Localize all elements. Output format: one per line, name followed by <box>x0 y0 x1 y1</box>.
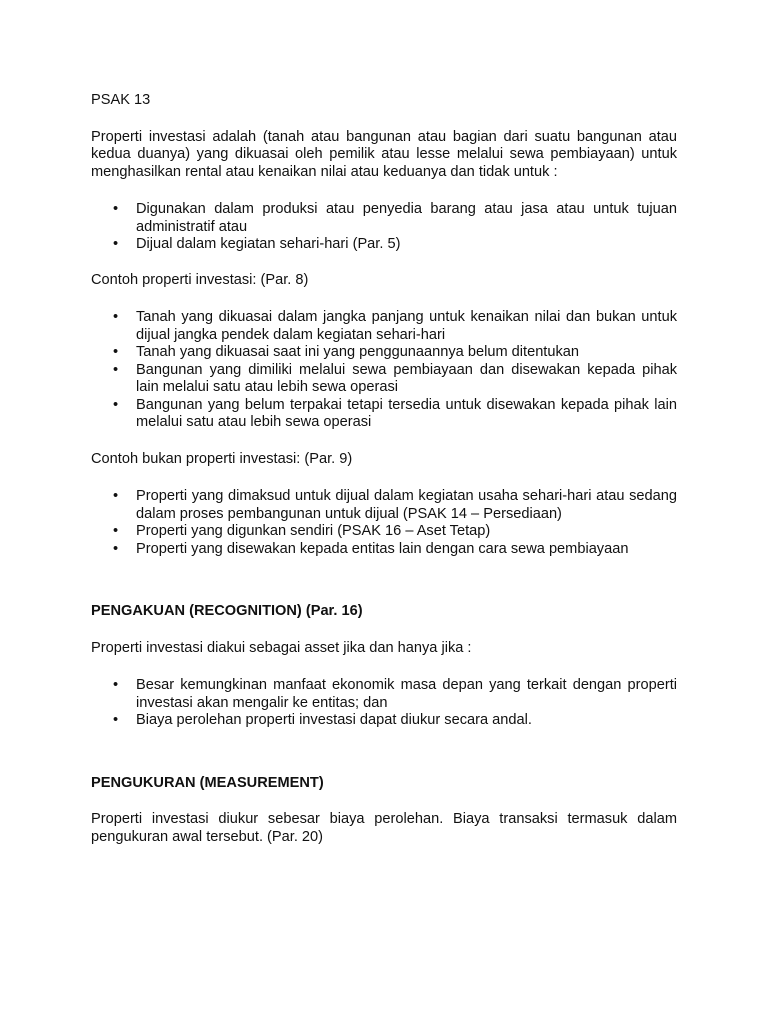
intro-list <box>91 201 677 254</box>
list-item: • Properti yang disewakan kepada entitas lain dengan cara sewa pembiayaan <box>113 540 629 557</box>
bullet-icon: • <box>113 712 119 728</box>
bullet-icon: • <box>113 677 119 693</box>
list-item: • Properti yang digunkan sendiri (PSAK 16 – Aset Tetap) <box>113 523 491 539</box>
intro-paragraph: Properti investasi adalah (tanah atau bangunan atau bagian dari suatu bangunan atau kedua duanya) yang dikuasai oleh pemilik atau lesse melalui sewa pembiayaan) untuk menghasilkan rental atau kenaikan nilai atau keduanya dan tidak untuk : <box>91 128 677 180</box>
bullet-icon: • <box>113 201 119 217</box>
bullet-icon: • <box>113 540 119 557</box>
bullet-icon: • <box>113 236 119 252</box>
list-item: • Biaya perolehan properti investasi dapat diukur secara andal. <box>113 712 532 728</box>
recognition-paragraph: Properti investasi diakui sebagai asset jika dan hanya jika : <box>91 639 472 656</box>
list-item: • Tanah yang dikuasai dalam jangka panjang untuk kenaikan nilai dan bukan untuk dijual jangka pendek dalam kegiatan sehari-hari <box>113 309 677 343</box>
bullet-icon: • <box>113 396 119 413</box>
bullet-icon: • <box>113 488 119 504</box>
list-item: • Tanah yang dikuasai saat ini yang penggunaannya belum ditentukan <box>113 344 580 360</box>
bullet-icon: • <box>113 523 119 539</box>
recognition-list <box>91 677 677 730</box>
list-item: • Bangunan yang dimiliki melalui sewa pembiayaan dan disewakan kepada pihak lain melalui satu atau lebih sewa operasi <box>113 361 677 395</box>
non-examples-heading: Contoh bukan properti investasi: (Par. 9) <box>91 450 353 467</box>
list-item: • Besar kemungkinan manfaat ekonomik masa depan yang terkait dengan properti investasi akan mengalir ke entitas; dan <box>113 677 677 711</box>
non-examples-list <box>91 488 677 558</box>
bullet-icon: • <box>113 344 119 360</box>
bullet-icon: • <box>113 309 119 325</box>
document-title: PSAK 13 <box>91 92 151 108</box>
examples-heading: Contoh properti investasi: (Par. 8) <box>91 271 309 288</box>
list-item: • Dijual dalam kegiatan sehari-hari (Par. 5) <box>113 236 401 252</box>
measurement-heading: PENGUKURAN (MEASUREMENT) <box>91 774 324 791</box>
list-item: • Bangunan yang belum terpakai tetapi tersedia untuk disewakan kepada pihak lain melalui satu atau lebih sewa operasi <box>113 396 677 430</box>
list-item: • Digunakan dalam produksi atau penyedia barang atau jasa atau untuk tujuan administratif atau <box>113 201 677 235</box>
list-item: • Properti yang dimaksud untuk dijual dalam kegiatan usaha sehari-hari atau sedang dalam proses pembangunan untuk dijual (PSAK 14 – Persediaan) <box>113 488 677 522</box>
measurement-paragraph: Properti investasi diukur sebesar biaya perolehan. Biaya transaksi termasuk dalam pengukuran awal tersebut. (Par. 20) <box>91 811 677 845</box>
bullet-icon: • <box>113 361 119 378</box>
examples-list <box>91 309 677 432</box>
recognition-heading: PENGAKUAN (RECOGNITION) (Par. 16) <box>91 603 363 619</box>
